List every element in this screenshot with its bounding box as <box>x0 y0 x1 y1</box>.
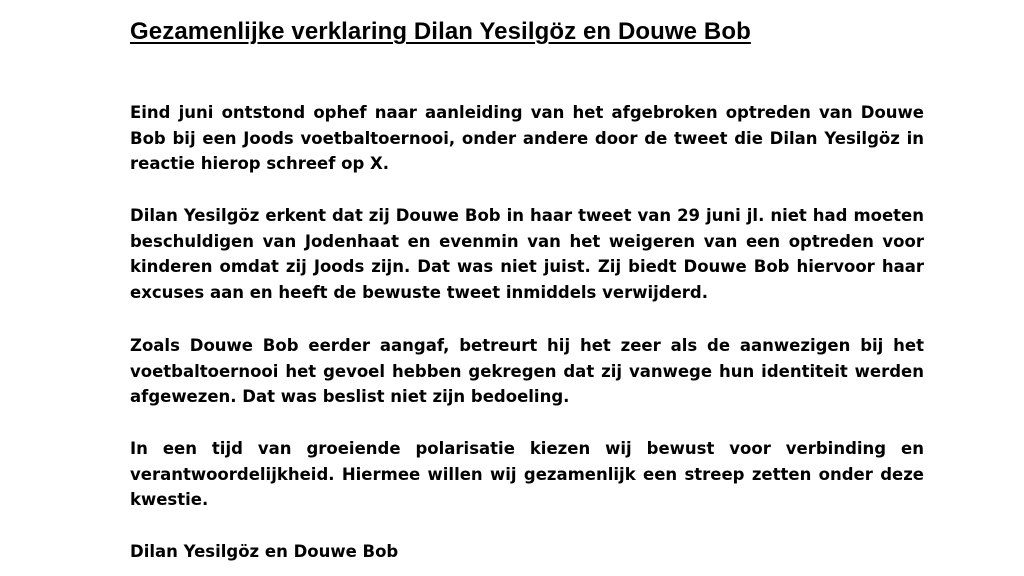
paragraph-regret <box>130 333 924 410</box>
paragraph-line: In een tijd van groeiende polarisatie kiezen wij bewust voor verbinding en <box>130 439 924 458</box>
paragraph-apology <box>130 203 924 305</box>
paragraph-line: kinderen omdat zij Joods zijn. Dat was niet juist. Zij biedt Douwe Bob hiervoor haar <box>130 257 924 276</box>
paragraph-line: voetbaltoernooi het gevoel hebben gekregen dat zij vanwege hun identiteit werden <box>130 361 924 381</box>
paragraph-line: afgewezen. Dat was beslist niet zijn bedoeling. <box>130 387 570 406</box>
document-title: Gezamenlijke verklaring Dilan Yesilgöz en Douwe Bob <box>130 18 751 45</box>
signature: Dilan Yesilgöz en Douwe Bob <box>130 542 399 561</box>
paragraph-line: reactie hierop schreef op X. <box>130 154 390 173</box>
paragraph-line: Zoals Douwe Bob eerder aangaf, betreurt hij het zeer als de aanwezigen bij het <box>130 336 924 355</box>
paragraph-line: verantwoordelijkheid. Hiermee willen wij gezamenlijk een streep zetten onder deze <box>130 464 924 484</box>
paragraph-line: Eind juni ontstond ophef naar aanleiding van het afgebroken optreden van Douwe <box>130 103 924 122</box>
paragraph-line: kwestie. <box>130 490 209 509</box>
paragraph-line: beschuldigen van Jodenhaat en evenmin van het weigeren van een optreden voor <box>130 231 924 251</box>
paragraph-context <box>130 100 924 177</box>
paragraph-line: Dilan Yesilgöz erkent dat zij Douwe Bob in haar tweet van 29 juni jl. niet had moeten <box>130 206 924 225</box>
paragraph-conclusion <box>130 436 924 513</box>
paragraph-line: excuses aan en heeft de bewuste tweet inmiddels verwijderd. <box>130 282 708 302</box>
paragraph-line: Bob bij een Joods voetbaltoernooi, onder andere door de tweet die Dilan Yesilgöz in <box>130 128 924 148</box>
